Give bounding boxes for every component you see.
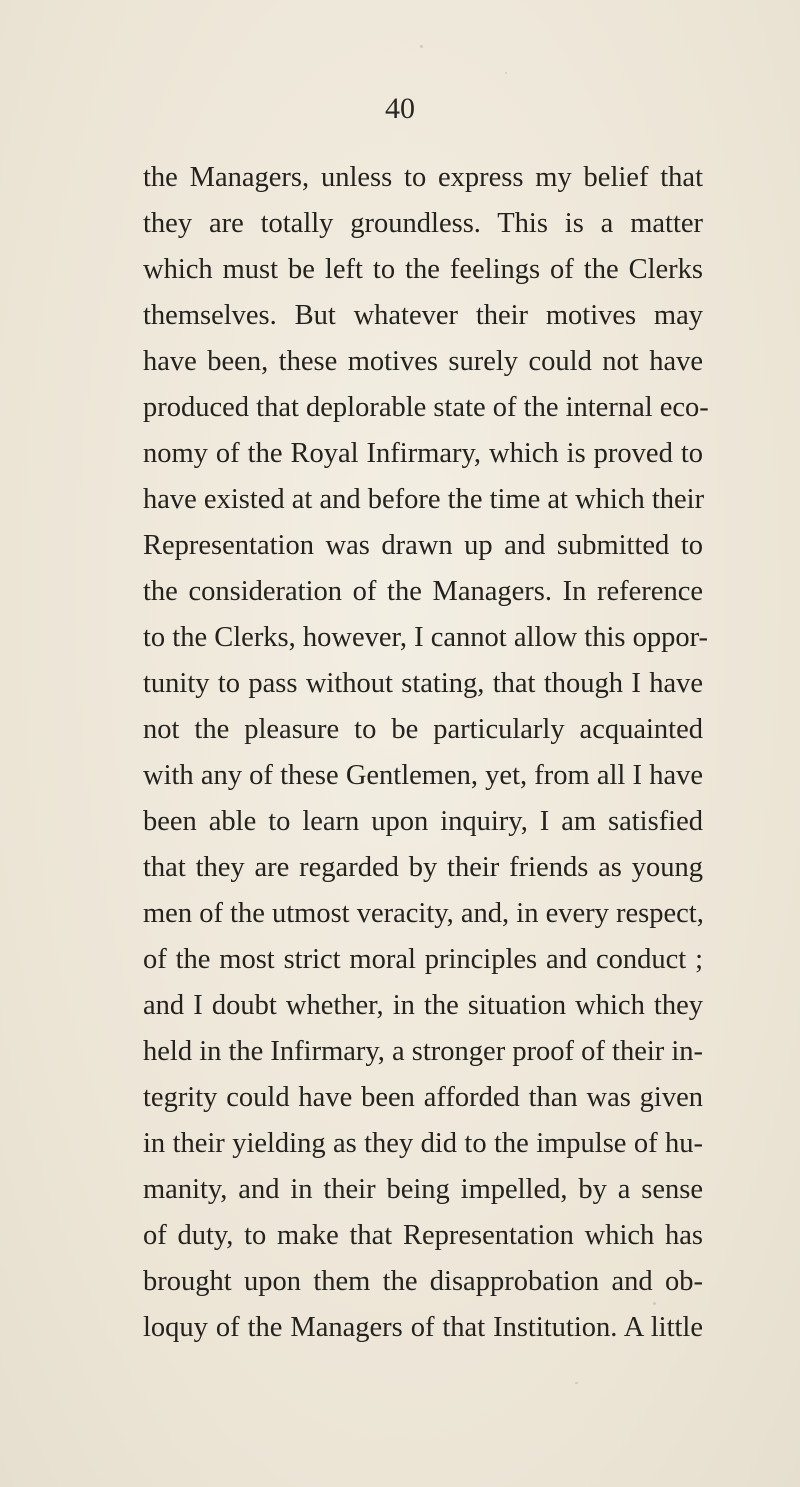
- paper-speck: [420, 45, 423, 48]
- text-line: that they are regarded by their friends as young: [143, 852, 703, 883]
- body-text: [143, 155, 709, 1351]
- text-line: men of the utmost veracity, and, in every respect,: [143, 898, 704, 929]
- text-line: not the pleasure to be particularly acquainted: [143, 714, 703, 745]
- text-line: Representation was drawn up and submitted to: [143, 530, 703, 561]
- text-line: of duty, to make that Representation which has: [143, 1220, 703, 1251]
- text-line: themselves. But whatever their motives may: [143, 300, 703, 331]
- text-line: to the Clerks, however, I cannot allow this oppor-: [143, 622, 708, 653]
- text-line: the consideration of the Managers. In reference: [143, 576, 703, 607]
- text-line: in their yielding as they did to the impulse of hu-: [143, 1128, 703, 1159]
- text-line: nomy of the Royal Infirmary, which is proved to: [143, 438, 703, 469]
- text-line: been able to learn upon inquiry, I am satisfied: [143, 806, 703, 837]
- text-line: tegrity could have been afforded than was given: [143, 1082, 703, 1113]
- text-line: which must be left to the feelings of the Clerks: [143, 254, 703, 285]
- text-line: manity, and in their being impelled, by a sense: [143, 1174, 703, 1205]
- text-line: held in the Infirmary, a stronger proof of their in-: [143, 1036, 704, 1067]
- text-line: of the most strict moral principles and conduct ;: [143, 944, 703, 975]
- paper-speck: [653, 1302, 656, 1305]
- page-number: 40: [385, 92, 415, 125]
- paper-speck: [505, 72, 507, 74]
- text-line: have existed at and before the time at which their: [143, 484, 705, 515]
- paper-speck: [575, 1382, 578, 1384]
- text-line: produced that deplorable state of the internal eco-: [143, 392, 709, 423]
- text-line: tunity to pass without stating, that though I have: [143, 668, 703, 699]
- text-line: loquy of the Managers of that Institution. A little: [143, 1312, 703, 1343]
- text-line: brought upon them the disapprobation and ob-: [143, 1266, 703, 1297]
- text-line: they are totally groundless. This is a matter: [143, 208, 703, 239]
- text-line: the Managers, unless to express my belief that: [143, 162, 703, 193]
- text-line: with any of these Gentlemen, yet, from all I have: [143, 760, 703, 791]
- text-line: and I doubt whether, in the situation which they: [143, 990, 703, 1021]
- text-line: have been, these motives surely could not have: [143, 346, 703, 377]
